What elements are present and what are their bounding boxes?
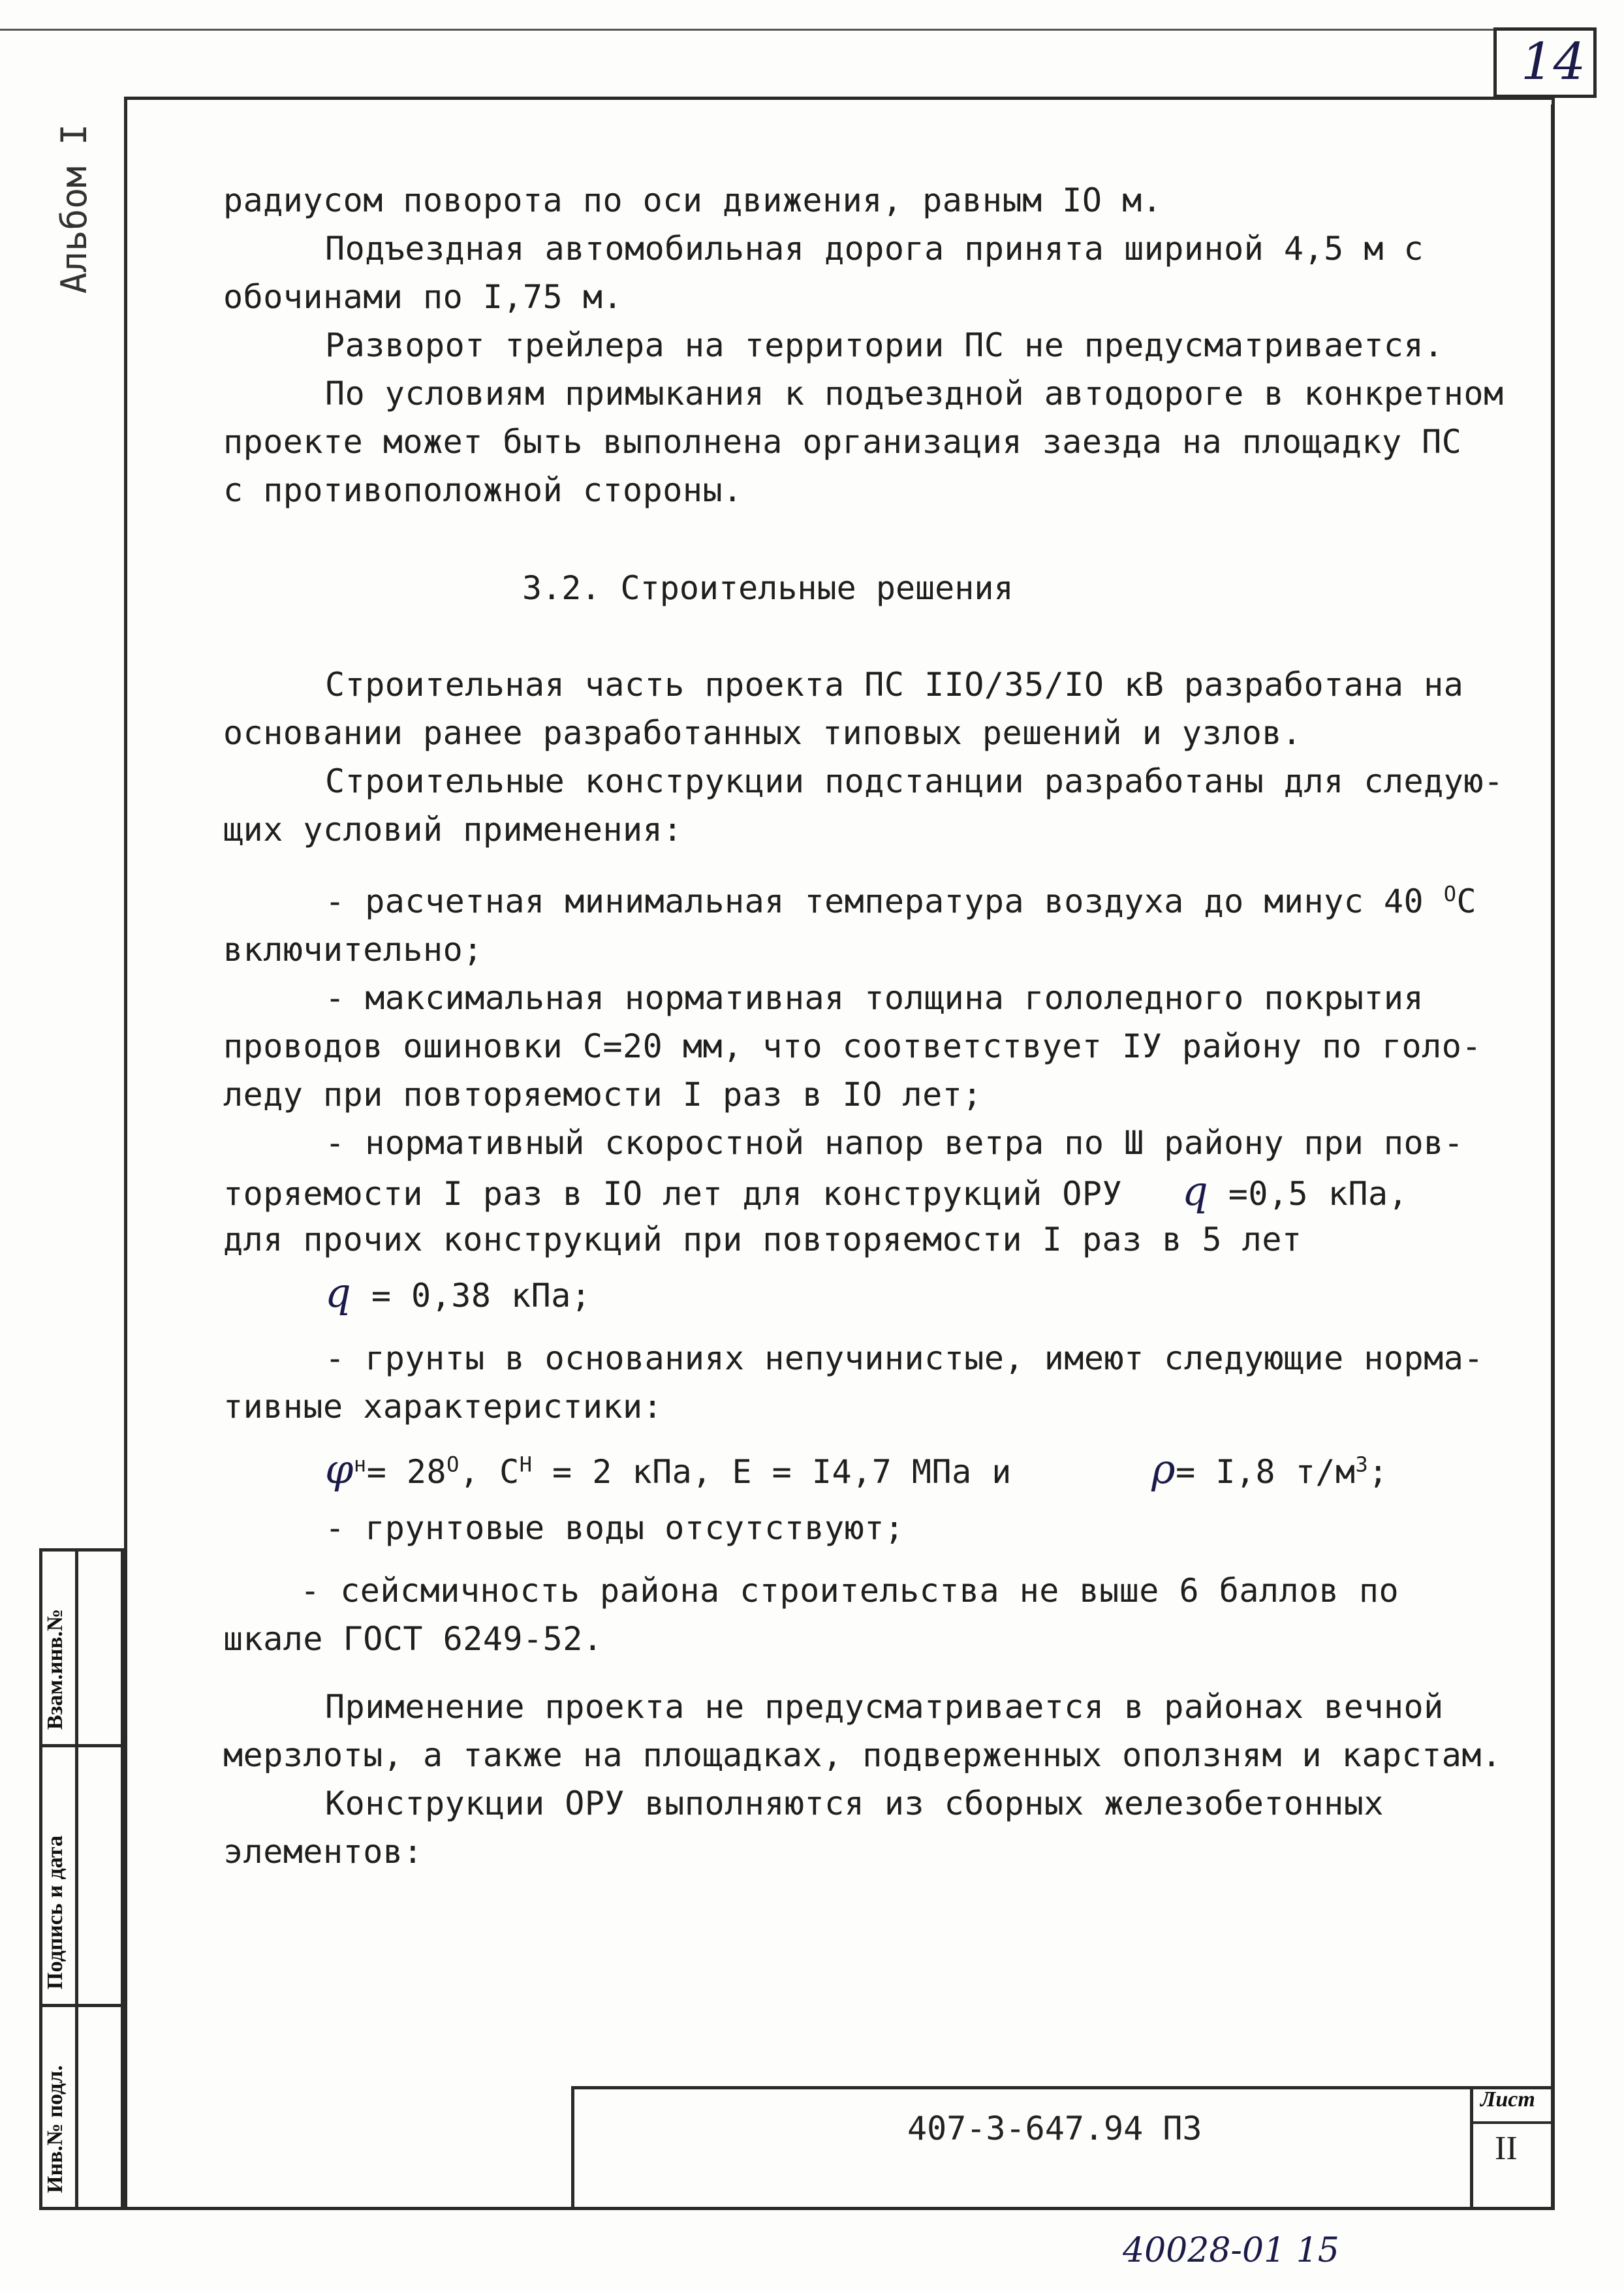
text-segment: - расчетная минимальная температура воздуха до минус 40 xyxy=(325,882,1444,920)
text-segment: = I,8 т/м xyxy=(1176,1453,1356,1491)
text-line: тивные характеристики: xyxy=(223,1388,663,1426)
side-stamp-signature-label: Подпись и дата xyxy=(43,1835,67,1989)
text-line: для прочих конструкций при повторяемости I раз в 5 лет xyxy=(223,1221,1302,1258)
text-line: мерзлоты, а также на площадках, подверженных оползням и карстам. xyxy=(223,1736,1502,1774)
text-segment: = 0,38 кПа; xyxy=(371,1277,591,1315)
text-line: шкале ГОСТ 6249-52. xyxy=(223,1620,603,1658)
c-superscript: Н xyxy=(519,1452,533,1477)
section-heading: 3.2. Строительные решения xyxy=(522,569,1014,607)
text-segment: = 2 кПа, Е = I4,7 МПа и xyxy=(532,1453,1012,1491)
sheet-label: Лист xyxy=(1480,2087,1535,2112)
text-line: По условиям примыкания к подъездной автодороге в конкретном xyxy=(325,375,1504,413)
text-line: элементов: xyxy=(223,1833,424,1871)
text-line: Применение проекта не предусматривается в районах вечной xyxy=(325,1688,1444,1726)
rho-symbol: ρ xyxy=(1151,1445,1176,1493)
side-stamp-inventory-label: Инв.№ подл. xyxy=(43,2065,67,2193)
text-line: проводов ошиновки С=20 мм, что соответствует IУ району по голо- xyxy=(223,1027,1482,1065)
title-stamp-divider xyxy=(1470,2086,1473,2210)
text-line: с противоположной стороны. xyxy=(223,471,743,509)
phi-symbol: φ xyxy=(325,1445,354,1493)
top-border-line xyxy=(0,29,1495,31)
title-stamp-row-divider xyxy=(1470,2121,1555,2124)
text-line: Строительная часть проекта ПС IIO/35/IO кВ разработана на xyxy=(325,666,1464,704)
text-line: Разворот трейлера на территории ПС не предусматривается. xyxy=(325,326,1444,364)
degree-sup: O xyxy=(1443,881,1457,907)
text-line: - нормативный скоростной напор ветра по Ш району при пов- xyxy=(325,1124,1464,1162)
text-segment: , С xyxy=(459,1453,520,1491)
frame-inner-right-line xyxy=(1551,104,1554,2210)
side-stamp-vzam-label: Взам.инв.№ xyxy=(43,1608,67,1730)
text-line: - сейсмичность района строительства не выше 6 баллов по xyxy=(300,1572,1399,1610)
document-code: 407-3-647.94 ПЗ xyxy=(907,2110,1202,2147)
text-line: основании ранее разработанных типовых решений и узлов. xyxy=(223,714,1302,752)
q-symbol: q xyxy=(325,1269,352,1317)
text-line: леду при повторяемости I раз в IO лет; xyxy=(223,1076,982,1114)
text-line: включительно; xyxy=(223,931,483,969)
bullet-temperature xyxy=(325,877,1476,926)
text-line: Конструкции ОРУ выполняются из сборных железобетонных xyxy=(325,1785,1384,1822)
handwritten-footer-note: 40028-01 15 xyxy=(1123,2231,1339,2270)
text-line: - грунты в основаниях непучинистые, имеют следующие норма- xyxy=(325,1339,1484,1377)
text-segment: торяемости I раз в IO лет для конструкций ОРУ xyxy=(223,1175,1123,1213)
text-line: обочинами по I,75 м. xyxy=(223,278,623,316)
text-line: радиусом поворота по оси движения, равным IO м. xyxy=(223,181,1163,219)
text-segment: С xyxy=(1456,882,1477,920)
phi-superscript: н xyxy=(353,1452,367,1477)
q-symbol: q xyxy=(1181,1167,1209,1215)
side-stamp-divider xyxy=(39,1744,124,1747)
text-line: - грунтовые воды отсутствуют; xyxy=(325,1509,905,1547)
cube-superscript: 3 xyxy=(1355,1452,1369,1477)
text-line: Подъездная автомобильная дорога принята шириной 4,5 м с xyxy=(325,230,1424,268)
text-line: Строительные конструкции подстанции разработаны для следую- xyxy=(325,762,1504,800)
text-line: проекте может быть выполнена организация заезда на площадку ПС xyxy=(223,423,1462,461)
side-stamp-divider xyxy=(39,2004,124,2007)
bullet-wind-line xyxy=(223,1167,1408,1218)
text-segment: =0,5 кПа, xyxy=(1228,1175,1409,1213)
album-label: Альбом I xyxy=(54,123,95,294)
text-line: - максимальная нормативная толщина гололедного покрытия xyxy=(325,979,1424,1017)
degree-sup: O xyxy=(446,1452,460,1477)
wind-value-line xyxy=(325,1269,591,1320)
text-line: щих условий применения: xyxy=(223,811,683,849)
text-segment: = 28 xyxy=(366,1453,447,1491)
sheet-number: II xyxy=(1495,2130,1518,2167)
text-segment: ; xyxy=(1368,1453,1388,1491)
page-number-handwritten: 14 xyxy=(1521,33,1586,91)
title-stamp-box xyxy=(571,2086,1555,2210)
soil-formula-line xyxy=(325,1445,1388,1496)
